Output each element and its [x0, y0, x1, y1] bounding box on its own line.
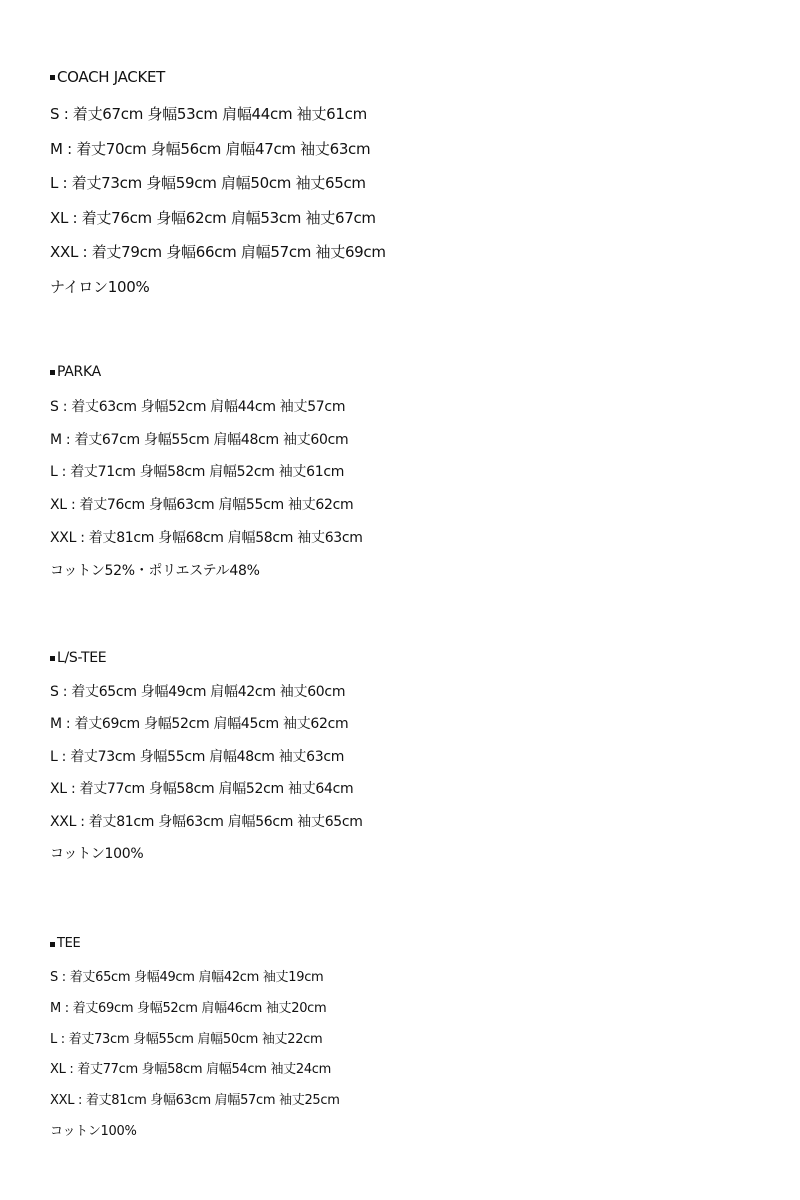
size-row-s: S : 着丈67cm 身幅53cm 肩幅44cm 袖丈61cm	[50, 105, 367, 123]
size-row-m: M : 着丈70cm 身幅56cm 肩幅47cm 袖丈63cm	[50, 140, 371, 158]
material-text: コットン100%	[50, 1124, 137, 1139]
size-row-s: S : 着丈65cm 身幅49cm 肩幅42cm 袖丈19cm	[50, 970, 324, 985]
size-row-m: M : 着丈69cm 身幅52cm 肩幅45cm 袖丈62cm	[50, 716, 349, 732]
size-row-xxl: XXL : 着丈81cm 身幅63cm 肩幅56cm 袖丈65cm	[50, 814, 363, 830]
material-text: ナイロン100%	[50, 278, 150, 296]
section-title-text: TEE	[57, 936, 81, 951]
section-title-text: PARKA	[57, 364, 101, 380]
material-text: コットン100%	[50, 846, 144, 862]
section-title	[50, 650, 106, 666]
section-title	[50, 936, 80, 951]
size-row-s: S : 着丈63cm 身幅52cm 肩幅44cm 袖丈57cm	[50, 399, 346, 415]
square-bullet-icon	[50, 942, 55, 947]
square-bullet-icon	[50, 656, 55, 661]
size-row-xxl: XXL : 着丈79cm 身幅66cm 肩幅57cm 袖丈69cm	[50, 243, 386, 261]
square-bullet-icon	[50, 370, 55, 375]
section-title	[50, 68, 165, 86]
section-title-text: COACH JACKET	[57, 68, 166, 86]
size-row-l: L : 着丈71cm 身幅58cm 肩幅52cm 袖丈61cm	[50, 464, 345, 480]
size-row-xxl: XXL : 着丈81cm 身幅63cm 肩幅57cm 袖丈25cm	[50, 1093, 340, 1108]
size-row-xxl: XXL : 着丈81cm 身幅68cm 肩幅58cm 袖丈63cm	[50, 530, 363, 546]
size-row-m: M : 着丈69cm 身幅52cm 肩幅46cm 袖丈20cm	[50, 1001, 327, 1016]
size-row-m: M : 着丈67cm 身幅55cm 肩幅48cm 袖丈60cm	[50, 432, 349, 448]
section-title	[50, 364, 101, 380]
size-row-l: L : 着丈73cm 身幅55cm 肩幅48cm 袖丈63cm	[50, 749, 345, 765]
size-row-l: L : 着丈73cm 身幅55cm 肩幅50cm 袖丈22cm	[50, 1032, 323, 1047]
size-row-xl: XL : 着丈76cm 身幅63cm 肩幅55cm 袖丈62cm	[50, 497, 354, 513]
size-row-xl: XL : 着丈77cm 身幅58cm 肩幅54cm 袖丈24cm	[50, 1062, 332, 1077]
section-title-text: L/S-TEE	[57, 650, 107, 666]
size-row-xl: XL : 着丈76cm 身幅62cm 肩幅53cm 袖丈67cm	[50, 209, 376, 227]
material-text: コットン52%・ポリエステル48%	[50, 563, 260, 579]
size-row-s: S : 着丈65cm 身幅49cm 肩幅42cm 袖丈60cm	[50, 684, 346, 700]
size-row-l: L : 着丈73cm 身幅59cm 肩幅50cm 袖丈65cm	[50, 174, 366, 192]
size-row-xl: XL : 着丈77cm 身幅58cm 肩幅52cm 袖丈64cm	[50, 781, 354, 797]
square-bullet-icon	[50, 75, 55, 80]
